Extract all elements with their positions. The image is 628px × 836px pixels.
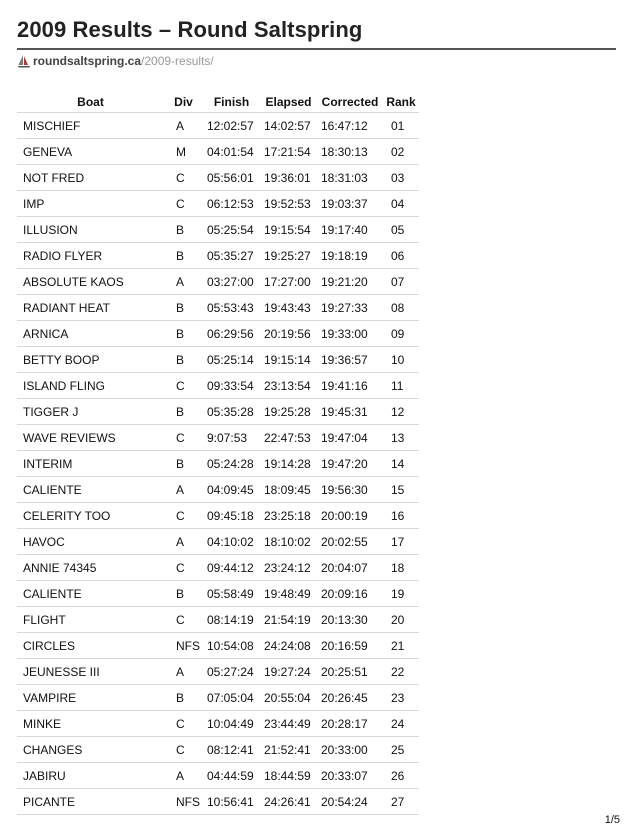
table-row (17, 165, 419, 191)
boat-cell: MISCHIEF (17, 113, 164, 139)
corrected-cell: 19:41:16 (317, 373, 383, 399)
table-row (17, 503, 419, 529)
div-cell: A (164, 659, 203, 685)
table-row (17, 425, 419, 451)
table-row (17, 529, 419, 555)
boat-cell: JABIRU (17, 763, 164, 789)
table-row (17, 477, 419, 503)
column-header-finish: Finish (203, 92, 260, 113)
elapsed-cell: 19:25:27 (260, 243, 317, 269)
finish-cell: 05:27:24 (203, 659, 260, 685)
finish-cell: 05:35:27 (203, 243, 260, 269)
rank-cell: 15 (383, 477, 419, 503)
corrected-cell: 20:25:51 (317, 659, 383, 685)
finish-cell: 05:25:14 (203, 347, 260, 373)
column-header-boat: Boat (17, 92, 164, 113)
corrected-cell: 19:36:57 (317, 347, 383, 373)
elapsed-cell: 18:10:02 (260, 529, 317, 555)
elapsed-cell: 23:24:12 (260, 555, 317, 581)
elapsed-cell: 23:13:54 (260, 373, 317, 399)
rank-cell: 09 (383, 321, 419, 347)
table-row (17, 139, 419, 165)
sail-icon (17, 54, 31, 68)
elapsed-cell: 19:25:28 (260, 399, 317, 425)
corrected-cell: 20:28:17 (317, 711, 383, 737)
div-cell: C (164, 503, 203, 529)
div-cell: A (164, 763, 203, 789)
rank-cell: 01 (383, 113, 419, 139)
table-row (17, 243, 419, 269)
rank-cell: 07 (383, 269, 419, 295)
table-row (17, 685, 419, 711)
div-cell: A (164, 113, 203, 139)
rank-cell: 23 (383, 685, 419, 711)
corrected-cell: 19:33:00 (317, 321, 383, 347)
boat-cell: BETTY BOOP (17, 347, 164, 373)
finish-cell: 08:12:41 (203, 737, 260, 763)
page-title: 2009 Results – Round Saltspring (17, 17, 363, 42)
div-cell: C (164, 607, 203, 633)
table-row (17, 321, 419, 347)
elapsed-cell: 19:36:01 (260, 165, 317, 191)
boat-cell: NOT FRED (17, 165, 164, 191)
table-row (17, 269, 419, 295)
boat-cell: CALIENTE (17, 477, 164, 503)
div-cell: C (164, 191, 203, 217)
boat-cell: PICANTE (17, 789, 164, 815)
corrected-cell: 19:45:31 (317, 399, 383, 425)
source-url[interactable] (17, 54, 214, 68)
rank-cell: 13 (383, 425, 419, 451)
div-cell: C (164, 711, 203, 737)
rank-cell: 05 (383, 217, 419, 243)
div-cell: C (164, 737, 203, 763)
finish-cell: 05:24:28 (203, 451, 260, 477)
table-row (17, 373, 419, 399)
corrected-cell: 20:33:07 (317, 763, 383, 789)
boat-cell: ABSOLUTE KAOS (17, 269, 164, 295)
boat-cell: ANNIE 74345 (17, 555, 164, 581)
results-table (17, 92, 419, 815)
rank-cell: 03 (383, 165, 419, 191)
finish-cell: 08:14:19 (203, 607, 260, 633)
corrected-cell: 16:47:12 (317, 113, 383, 139)
elapsed-cell: 18:44:59 (260, 763, 317, 789)
finish-cell: 04:01:54 (203, 139, 260, 165)
url-domain[interactable]: roundsaltspring.ca (33, 54, 142, 68)
elapsed-cell: 23:25:18 (260, 503, 317, 529)
div-cell: NFS (164, 789, 203, 815)
corrected-cell: 19:17:40 (317, 217, 383, 243)
rank-cell: 20 (383, 607, 419, 633)
elapsed-cell: 24:26:41 (260, 789, 317, 815)
elapsed-cell: 21:54:19 (260, 607, 317, 633)
div-cell: B (164, 217, 203, 243)
elapsed-cell: 21:52:41 (260, 737, 317, 763)
div-cell: C (164, 165, 203, 191)
rank-cell: 27 (383, 789, 419, 815)
boat-cell: IMP (17, 191, 164, 217)
table-row (17, 711, 419, 737)
table-row (17, 607, 419, 633)
table-row (17, 633, 419, 659)
rank-cell: 11 (383, 373, 419, 399)
corrected-cell: 20:54:24 (317, 789, 383, 815)
title-divider (17, 48, 616, 50)
boat-cell: WAVE REVIEWS (17, 425, 164, 451)
table-row (17, 217, 419, 243)
rank-cell: 12 (383, 399, 419, 425)
column-header-rank: Rank (383, 92, 419, 113)
elapsed-cell: 19:15:14 (260, 347, 317, 373)
corrected-cell: 19:47:20 (317, 451, 383, 477)
table-row (17, 347, 419, 373)
boat-cell: ARNICA (17, 321, 164, 347)
finish-cell: 10:04:49 (203, 711, 260, 737)
table-row (17, 659, 419, 685)
rank-cell: 17 (383, 529, 419, 555)
boat-cell: GENEVA (17, 139, 164, 165)
corrected-cell: 19:03:37 (317, 191, 383, 217)
div-cell: B (164, 399, 203, 425)
elapsed-cell: 23:44:49 (260, 711, 317, 737)
corrected-cell: 20:26:45 (317, 685, 383, 711)
elapsed-cell: 19:52:53 (260, 191, 317, 217)
finish-cell: 12:02:57 (203, 113, 260, 139)
boat-cell: RADIO FLYER (17, 243, 164, 269)
rank-cell: 21 (383, 633, 419, 659)
elapsed-cell: 19:27:24 (260, 659, 317, 685)
div-cell: C (164, 555, 203, 581)
boat-cell: HAVOC (17, 529, 164, 555)
finish-cell: 05:56:01 (203, 165, 260, 191)
corrected-cell: 20:04:07 (317, 555, 383, 581)
div-cell: B (164, 347, 203, 373)
boat-cell: VAMPIRE (17, 685, 164, 711)
rank-cell: 24 (383, 711, 419, 737)
rank-cell: 02 (383, 139, 419, 165)
finish-cell: 04:09:45 (203, 477, 260, 503)
boat-cell: INTERIM (17, 451, 164, 477)
column-header-div: Div (164, 92, 203, 113)
corrected-cell: 19:21:20 (317, 269, 383, 295)
boat-cell: JEUNESSE III (17, 659, 164, 685)
corrected-cell: 18:30:13 (317, 139, 383, 165)
finish-cell: 9:07:53 (203, 425, 260, 451)
elapsed-cell: 18:09:45 (260, 477, 317, 503)
rank-cell: 16 (383, 503, 419, 529)
finish-cell: 04:10:02 (203, 529, 260, 555)
boat-cell: CIRCLES (17, 633, 164, 659)
rank-cell: 04 (383, 191, 419, 217)
finish-cell: 05:53:43 (203, 295, 260, 321)
elapsed-cell: 17:27:00 (260, 269, 317, 295)
header-row (17, 92, 419, 113)
div-cell: M (164, 139, 203, 165)
finish-cell: 06:12:53 (203, 191, 260, 217)
finish-cell: 09:44:12 (203, 555, 260, 581)
table-row (17, 295, 419, 321)
boat-cell: CALIENTE (17, 581, 164, 607)
boat-cell: CHANGES (17, 737, 164, 763)
column-header-corrected: Corrected (317, 92, 383, 113)
rank-cell: 14 (383, 451, 419, 477)
corrected-cell: 19:18:19 (317, 243, 383, 269)
rank-cell: 10 (383, 347, 419, 373)
finish-cell: 10:54:08 (203, 633, 260, 659)
finish-cell: 05:35:28 (203, 399, 260, 425)
corrected-cell: 20:33:00 (317, 737, 383, 763)
finish-cell: 09:45:18 (203, 503, 260, 529)
table-row (17, 113, 419, 139)
elapsed-cell: 19:14:28 (260, 451, 317, 477)
boat-cell: TIGGER J (17, 399, 164, 425)
rank-cell: 19 (383, 581, 419, 607)
corrected-cell: 20:00:19 (317, 503, 383, 529)
div-cell: A (164, 477, 203, 503)
div-cell: B (164, 321, 203, 347)
results-body (17, 113, 419, 815)
corrected-cell: 20:13:30 (317, 607, 383, 633)
corrected-cell: 19:56:30 (317, 477, 383, 503)
finish-cell: 04:44:59 (203, 763, 260, 789)
elapsed-cell: 20:55:04 (260, 685, 317, 711)
div-cell: B (164, 243, 203, 269)
table-row (17, 191, 419, 217)
boat-cell: CELERITY TOO (17, 503, 164, 529)
boat-cell: ISLAND FLING (17, 373, 164, 399)
finish-cell: 10:56:41 (203, 789, 260, 815)
rank-cell: 06 (383, 243, 419, 269)
boat-cell: MINKE (17, 711, 164, 737)
div-cell: C (164, 373, 203, 399)
elapsed-cell: 22:47:53 (260, 425, 317, 451)
corrected-cell: 20:09:16 (317, 581, 383, 607)
div-cell: B (164, 451, 203, 477)
elapsed-cell: 19:43:43 (260, 295, 317, 321)
finish-cell: 05:25:54 (203, 217, 260, 243)
boat-cell: ILLUSION (17, 217, 164, 243)
rank-cell: 08 (383, 295, 419, 321)
boat-cell: RADIANT HEAT (17, 295, 164, 321)
corrected-cell: 18:31:03 (317, 165, 383, 191)
table-row (17, 399, 419, 425)
div-cell: B (164, 581, 203, 607)
elapsed-cell: 19:15:54 (260, 217, 317, 243)
table-row (17, 555, 419, 581)
finish-cell: 09:33:54 (203, 373, 260, 399)
corrected-cell: 19:27:33 (317, 295, 383, 321)
table-row (17, 451, 419, 477)
rank-cell: 25 (383, 737, 419, 763)
table-row (17, 581, 419, 607)
finish-cell: 06:29:56 (203, 321, 260, 347)
finish-cell: 03:27:00 (203, 269, 260, 295)
div-cell: A (164, 269, 203, 295)
elapsed-cell: 20:19:56 (260, 321, 317, 347)
elapsed-cell: 14:02:57 (260, 113, 317, 139)
column-header-elapsed: Elapsed (260, 92, 317, 113)
elapsed-cell: 19:48:49 (260, 581, 317, 607)
corrected-cell: 19:47:04 (317, 425, 383, 451)
div-cell: B (164, 295, 203, 321)
elapsed-cell: 24:24:08 (260, 633, 317, 659)
finish-cell: 05:58:49 (203, 581, 260, 607)
table-row (17, 737, 419, 763)
url-path[interactable]: /2009-results/ (141, 54, 214, 68)
elapsed-cell: 17:21:54 (260, 139, 317, 165)
rank-cell: 22 (383, 659, 419, 685)
div-cell: NFS (164, 633, 203, 659)
table-row (17, 789, 419, 815)
corrected-cell: 20:02:55 (317, 529, 383, 555)
page-number: 1/5 (604, 814, 620, 826)
finish-cell: 07:05:04 (203, 685, 260, 711)
div-cell: B (164, 685, 203, 711)
div-cell: A (164, 529, 203, 555)
rank-cell: 18 (383, 555, 419, 581)
div-cell: C (164, 425, 203, 451)
rank-cell: 26 (383, 763, 419, 789)
table-row (17, 763, 419, 789)
corrected-cell: 20:16:59 (317, 633, 383, 659)
boat-cell: FLIGHT (17, 607, 164, 633)
